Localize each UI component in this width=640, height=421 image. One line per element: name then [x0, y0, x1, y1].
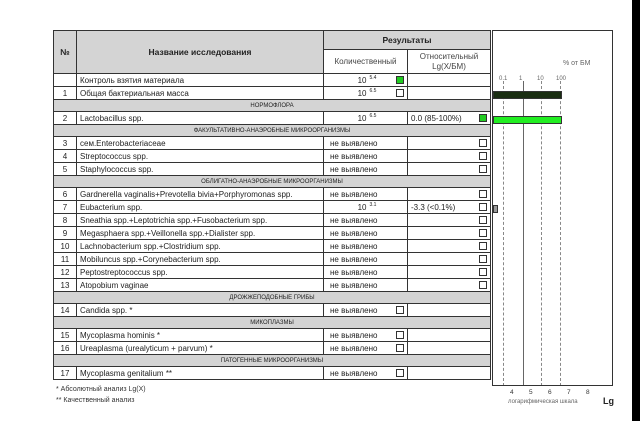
log-scale-chart — [492, 30, 613, 386]
table-row — [54, 137, 491, 150]
row-number: 14 — [54, 304, 77, 317]
test-name: Mycoplasma hominis * — [77, 329, 324, 342]
footnote-1: * Абсолютный анализ Lg(X) — [56, 386, 146, 393]
quantitative-checkbox[interactable] — [396, 331, 404, 339]
relative-cell — [408, 188, 491, 201]
relative-cell — [408, 163, 491, 176]
qty-value: не выявлено — [330, 368, 378, 378]
quantitative-cell — [324, 137, 408, 150]
col-name-header: Название исследования — [77, 31, 324, 74]
relative-checkbox[interactable] — [479, 165, 487, 173]
relative-cell — [408, 329, 491, 342]
test-name: Общая бактериальная масса — [77, 87, 324, 100]
quantitative-checkbox[interactable] — [396, 89, 404, 97]
chart-title: % от БМ — [563, 60, 591, 67]
row-number: 9 — [54, 227, 77, 240]
results-header: Результаты — [324, 31, 491, 50]
qty-value: не выявлено — [330, 215, 378, 225]
qty-value: не выявлено — [330, 241, 378, 251]
qty-exponent: 5.4 — [369, 75, 377, 81]
relative-cell — [408, 227, 491, 240]
test-name: Eubacterium spp. — [77, 201, 324, 214]
bar-row-7 — [493, 205, 498, 213]
test-name: Megasphaera spp.+Veillonella spp.+Dialister spp. — [77, 227, 324, 240]
relative-cell — [408, 87, 491, 100]
relative-cell — [408, 266, 491, 279]
row-number — [54, 74, 77, 87]
qty-value: не выявлено — [330, 330, 378, 340]
quantitative-cell — [324, 74, 408, 87]
relative-checkbox[interactable] — [479, 203, 487, 211]
qty-value: не выявлено — [330, 164, 378, 174]
test-name: Peptostreptococcus spp. — [77, 266, 324, 279]
test-name: Gardnerella vaginalis+Prevotella bivia+Porphyromonas spp. — [77, 188, 324, 201]
test-name: Lachnobacterium spp.+Clostridium spp. — [77, 240, 324, 253]
quantitative-cell — [324, 150, 408, 163]
quantitative-checkbox[interactable] — [396, 369, 404, 377]
top-tick-label: 0.1 — [499, 76, 508, 82]
test-name: Mobiluncus spp.+Corynebacterium spp. — [77, 253, 324, 266]
qty-base: 10 — [357, 203, 367, 212]
qty-value: не выявлено — [330, 228, 378, 238]
qty-value: не выявлено — [330, 267, 378, 277]
test-name: Lactobacillus spp. — [77, 112, 324, 125]
relative-checkbox[interactable] — [479, 152, 487, 160]
relative-checkbox[interactable] — [479, 242, 487, 250]
category-label: ФАКУЛЬТАТИВНО-АНАЭРОБНЫЕ МИКРООРГАНИЗМЫ — [54, 125, 491, 137]
top-tick-label: 10 — [537, 76, 544, 82]
table-row — [54, 201, 491, 214]
quantitative-cell — [324, 367, 408, 380]
category-row — [54, 176, 491, 188]
category-label: НОРМОФЛОРА — [54, 100, 491, 112]
relative-cell — [408, 150, 491, 163]
gridline — [503, 81, 504, 386]
table-row — [54, 253, 491, 266]
quantitative-cell — [324, 329, 408, 342]
results-table — [53, 30, 491, 380]
relative-cell — [408, 342, 491, 355]
quantitative-checkbox[interactable] — [396, 76, 404, 84]
relative-checkbox[interactable] — [479, 114, 487, 122]
quantitative-cell — [324, 214, 408, 227]
relative-cell — [408, 279, 491, 292]
axis-unit: Lg — [603, 396, 614, 406]
category-row — [54, 317, 491, 329]
relative-checkbox[interactable] — [479, 281, 487, 289]
row-number: 10 — [54, 240, 77, 253]
bottom-tick-label: 6 — [548, 389, 552, 396]
test-name: Candida spp. * — [77, 304, 324, 317]
qty-base: 10 — [357, 76, 367, 85]
top-tick-label: 1 — [519, 76, 523, 82]
table-row — [54, 163, 491, 176]
test-name: Streptococcus spp. — [77, 150, 324, 163]
quantitative-cell — [324, 279, 408, 292]
row-number: 3 — [54, 137, 77, 150]
row-number: 1 — [54, 87, 77, 100]
category-row — [54, 355, 491, 367]
footnote-2: ** Качественный анализ — [56, 397, 135, 404]
table-row — [54, 329, 491, 342]
qty-value: не выявлено — [330, 254, 378, 264]
qty-value: не выявлено — [330, 280, 378, 290]
gridline — [523, 81, 524, 386]
row-number: 17 — [54, 367, 77, 380]
bar-row-2 — [493, 116, 562, 124]
qty-exponent: 6.5 — [369, 113, 377, 119]
relative-checkbox[interactable] — [479, 255, 487, 263]
quantitative-header: Количественный — [324, 50, 408, 74]
quantitative-cell — [324, 163, 408, 176]
bottom-tick-label: 4 — [510, 389, 514, 396]
table-row — [54, 188, 491, 201]
row-number: 7 — [54, 201, 77, 214]
relative-cell — [408, 137, 491, 150]
table-row — [54, 214, 491, 227]
quantitative-cell — [324, 240, 408, 253]
category-label: ПАТОГЕННЫЕ МИКРООРГАНИЗМЫ — [54, 355, 491, 367]
test-name: Ureaplasma (urealyticum + parvum) * — [77, 342, 324, 355]
category-row — [54, 125, 491, 137]
quantitative-cell — [324, 201, 408, 214]
table-row — [54, 240, 491, 253]
relative-cell — [408, 253, 491, 266]
bottom-tick-label: 5 — [529, 389, 533, 396]
relative-value: 0.0 (85-100%) — [411, 113, 462, 123]
relative-cell — [408, 201, 491, 214]
table-row — [54, 112, 491, 125]
relative-cell — [408, 214, 491, 227]
table-row — [54, 304, 491, 317]
qty-value: не выявлено — [330, 151, 378, 161]
table-row — [54, 87, 491, 100]
relative-checkbox[interactable] — [479, 216, 487, 224]
relative-checkbox[interactable] — [479, 190, 487, 198]
qty-value: не выявлено — [330, 138, 378, 148]
col-no-header: № — [54, 31, 77, 74]
row-number: 4 — [54, 150, 77, 163]
category-row — [54, 100, 491, 112]
row-number: 13 — [54, 279, 77, 292]
qty-base: 10 — [357, 89, 367, 98]
table-row — [54, 266, 491, 279]
test-name: Контроль взятия материала — [77, 74, 324, 87]
gridline — [560, 81, 561, 386]
test-name: Atopobium vaginae — [77, 279, 324, 292]
test-name: Sneathia spp.+Leptotrichia spp.+Fusobacterium spp. — [77, 214, 324, 227]
test-name: Mycoplasma genitalium ** — [77, 367, 324, 380]
row-number: 12 — [54, 266, 77, 279]
quantitative-cell — [324, 342, 408, 355]
bar-row-1 — [493, 91, 562, 99]
quantitative-cell — [324, 253, 408, 266]
relative-cell — [408, 74, 491, 87]
qty-exponent: 3.1 — [369, 202, 377, 208]
qty-value: не выявлено — [330, 305, 378, 315]
quantitative-cell — [324, 87, 408, 100]
bottom-tick-label: 8 — [586, 389, 590, 396]
relative-value: -3.3 (<0.1%) — [411, 202, 456, 212]
row-number: 8 — [54, 214, 77, 227]
quantitative-checkbox[interactable] — [396, 344, 404, 352]
table-row — [54, 150, 491, 163]
black-border — [632, 0, 640, 421]
quantitative-cell — [324, 304, 408, 317]
row-number: 5 — [54, 163, 77, 176]
bottom-tick-label: 7 — [567, 389, 571, 396]
relative-cell — [408, 367, 491, 380]
test-name: сем.Enterobacteriaceae — [77, 137, 324, 150]
quantitative-cell — [324, 188, 408, 201]
row-number: 15 — [54, 329, 77, 342]
category-label: МИКОПЛАЗМЫ — [54, 317, 491, 329]
test-name: Staphylococcus spp. — [77, 163, 324, 176]
qty-value: не выявлено — [330, 343, 378, 353]
qty-value: не выявлено — [330, 189, 378, 199]
table-row — [54, 367, 491, 380]
row-number: 2 — [54, 112, 77, 125]
relative-cell — [408, 112, 491, 125]
relative-checkbox[interactable] — [479, 139, 487, 147]
x-axis — [492, 385, 612, 386]
relative-cell — [408, 240, 491, 253]
gridline — [541, 81, 542, 386]
category-label: ОБЛИГАТНО-АНАЭРОБНЫЕ МИКРООРГАНИЗМЫ — [54, 176, 491, 188]
relative-header: Относительный Lg(X/БМ) — [408, 50, 491, 74]
qty-base: 10 — [357, 114, 367, 123]
qty-exponent: 6.5 — [369, 88, 377, 94]
table-row — [54, 279, 491, 292]
quantitative-cell — [324, 112, 408, 125]
axis-caption: логарифмическая шкала — [508, 399, 578, 405]
quantitative-cell — [324, 266, 408, 279]
category-label: ДРОЖЖЕПОДОБНЫЕ ГРИБЫ — [54, 292, 491, 304]
table-row — [54, 74, 491, 87]
relative-checkbox[interactable] — [479, 229, 487, 237]
category-row — [54, 292, 491, 304]
row-number: 16 — [54, 342, 77, 355]
relative-cell — [408, 304, 491, 317]
row-number: 11 — [54, 253, 77, 266]
quantitative-checkbox[interactable] — [396, 306, 404, 314]
quantitative-cell — [324, 227, 408, 240]
table-row — [54, 227, 491, 240]
relative-checkbox[interactable] — [479, 268, 487, 276]
top-tick-label: 100 — [556, 76, 567, 82]
table-row — [54, 342, 491, 355]
row-number: 6 — [54, 188, 77, 201]
